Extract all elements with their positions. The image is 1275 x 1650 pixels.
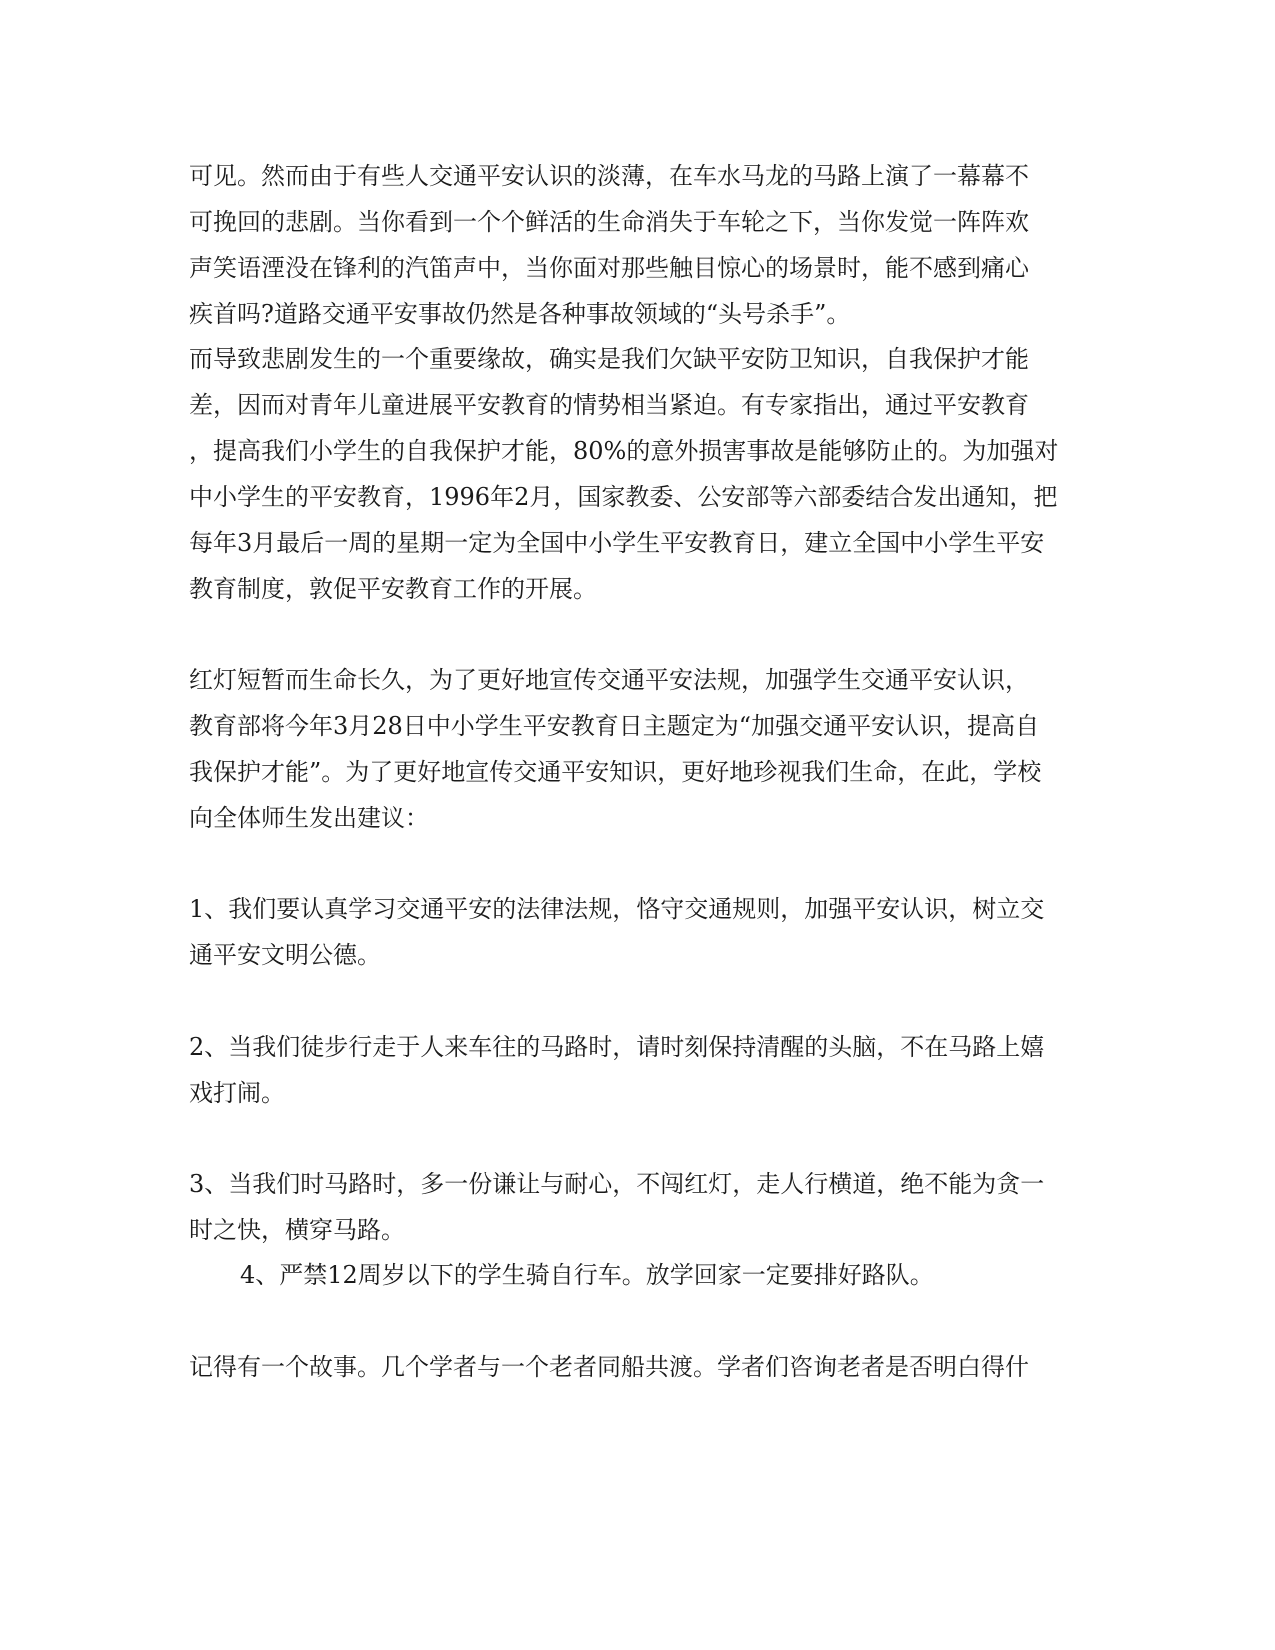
text-line: 教育制度，敦促平安教育工作的开展。 [189, 575, 597, 603]
text-line: 1、我们要认真学习交通平安的法律法规，恪守交通规则，加强平安认识，树立交 [189, 895, 1045, 923]
text-line: 3、当我们时马路时，多一份谦让与耐心，不闯红灯，走人行横道，绝不能为贪一 [189, 1170, 1045, 1198]
text-line: 每年3月最后一周的星期一定为全国中小学生平安教育日，建立全国中小学生平安 [189, 529, 1045, 557]
text-line: 4、严禁12周岁以下的学生骑自行车。放学回家一定要排好路队。 [240, 1261, 934, 1289]
text-line: 中小学生的平安教育，1996年2月，国家教委、公安部等六部委结合发出通知，把 [189, 483, 1058, 511]
text-line: 可见。然而由于有些人交通平安认识的淡薄，在车水马龙的马路上演了一幕幕不 [189, 162, 1029, 190]
text-line: 向全体师生发出建议： [189, 804, 429, 832]
text-line: ，提高我们小学生的自我保护才能，80%的意外损害事故是能够防止的。为加强对 [189, 437, 1059, 465]
text-line: 可挽回的悲剧。当你看到一个个鲜活的生命消失于车轮之下，当你发觉一阵阵欢 [189, 208, 1029, 236]
text-line: 戏打闹。 [189, 1079, 285, 1107]
text-line: 教育部将今年3月28日中小学生平安教育日主题定为“加强交通平安认识，提高自 [189, 712, 1040, 740]
text-line: 红灯短暂而生命长久，为了更好地宣传交通平安法规，加强学生交通平安认识， [189, 666, 1029, 694]
text-line: 声笑语湮没在锋利的汽笛声中，当你面对那些触目惊心的场景时，能不感到痛心 [189, 254, 1029, 282]
text-line: 而导致悲剧发生的一个重要缘故，确实是我们欠缺平安防卫知识，自我保护才能 [189, 345, 1029, 373]
text-line: 记得有一个故事。几个学者与一个老者同船共渡。学者们咨询老者是否明白得什 [189, 1353, 1029, 1381]
text-line: 时之快，横穿马路。 [189, 1216, 405, 1244]
text-line: 通平安文明公德。 [189, 941, 381, 969]
text-line: 疾首吗?道路交通平安事故仍然是各种事故领域的“头号杀手”。 [189, 300, 851, 328]
text-line: 我保护才能”。为了更好地宣传交通平安知识，更好地珍视我们生命，在此，学校 [189, 758, 1042, 786]
text-line: 2、当我们徒步行走于人来车往的马路时，请时刻保持清醒的头脑，不在马路上嬉 [189, 1033, 1045, 1061]
text-line: 差，因而对青年儿童进展平安教育的情势相当紧迫。有专家指出，通过平安教育 [189, 391, 1029, 419]
